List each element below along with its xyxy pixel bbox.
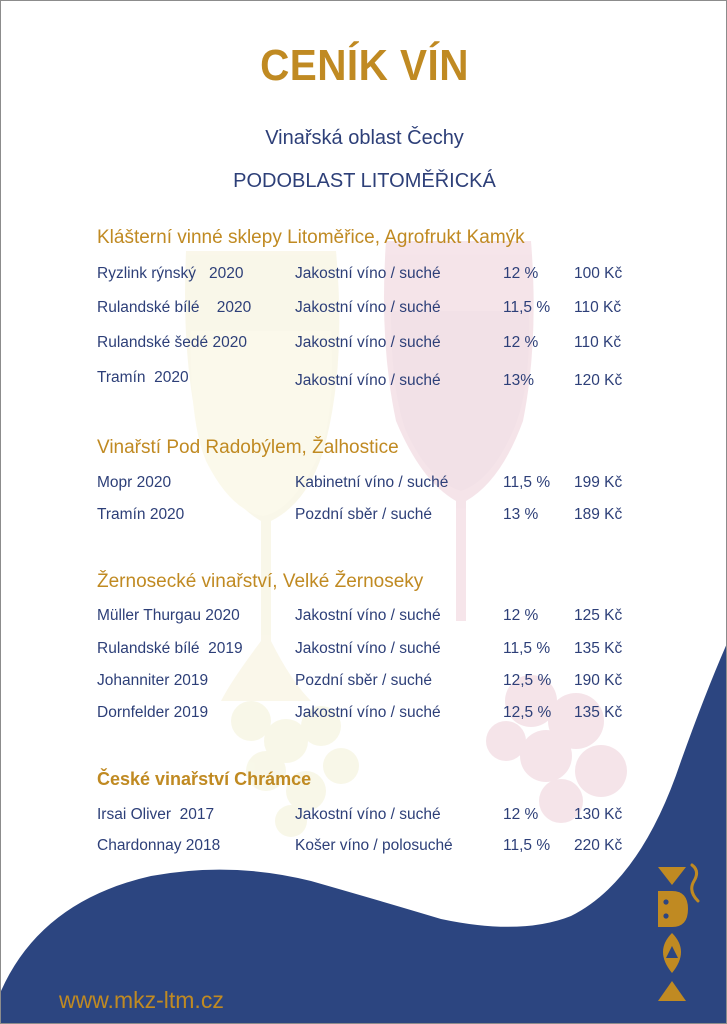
wine-name: Irsai Oliver 2017 [97,806,215,823]
wine-type: Jakostní víno / suché [295,607,441,624]
wine-price: 135 Kč [574,640,623,657]
wine-type: Pozdní sběr / suché [295,672,432,689]
wine-price: 130 Kč [574,806,623,823]
wine-price: 135 Kč [574,704,623,721]
winery-heading: České vinařství Chrámce [97,769,312,789]
wine-alcohol: 12,5 % [503,672,552,689]
mkz-logo-icon [656,861,704,1011]
wine-row [97,369,637,391]
wine-row [97,334,637,356]
wine-price: 100 Kč [574,265,623,282]
wine-name: Rulandské bílé 2019 [97,640,243,657]
wine-type: Jakostní víno / suché [295,299,441,316]
wine-name: Ryzlink rýnský 2020 [97,265,244,282]
wine-type: Jakostní víno / suché [295,640,441,657]
wine-alcohol: 12 % [503,265,539,282]
wine-type: Jakostní víno / suché [295,372,441,389]
footer-wave [1,641,727,1024]
wine-type: Jakostní víno / suché [295,265,441,282]
wine-price: 199 Kč [574,474,623,491]
wine-price: 190 Kč [574,672,623,689]
wine-price: 110 Kč [574,334,622,351]
wine-row [97,704,637,726]
wine-row [97,299,637,321]
wine-row [97,640,637,662]
wine-type: Jakostní víno / suché [295,334,441,351]
wine-name: Müller Thurgau 2020 [97,607,240,624]
wine-alcohol: 12,5 % [503,704,552,721]
wine-row [97,607,637,629]
subregion-heading: PODOBLAST LITOMĚŘICKÁ [233,170,496,192]
website-link[interactable]: www.mkz-ltm.cz [59,987,224,1013]
region-heading: Vinařská oblast Čechy [265,127,464,149]
wine-alcohol: 12 % [503,607,539,624]
wine-name: Chardonnay 2018 [97,837,221,854]
wine-alcohol: 11,5 % [503,474,551,491]
wine-name: Tramín 2020 [97,506,185,523]
wine-price: 110 Kč [574,299,622,316]
wine-name: Johanniter 2019 [97,672,209,689]
wine-row [97,672,637,694]
wine-price: 189 Kč [574,506,623,523]
wine-price: 120 Kč [574,372,623,389]
wine-row [97,265,637,287]
wine-alcohol: 13% [503,372,535,389]
wine-name: Mopr 2020 [97,474,172,491]
wine-alcohol: 11,5 % [503,299,551,316]
wine-type: Kabinetní víno / suché [295,474,449,491]
wine-price: 220 Kč [574,837,623,854]
winery-heading: Klášterní vinné sklepy Litoměřice, Agrofrukt Kamýk [97,227,525,248]
wine-row [97,837,637,859]
page-title: CENÍK VÍN [260,41,469,90]
wine-alcohol: 11,5 % [503,837,551,854]
wine-alcohol: 13 % [503,506,539,523]
wine-name: Tramín 2020 [97,369,189,386]
winery-heading: Vinařstí Pod Radobýlem, Žalhostice [97,437,399,458]
wine-name: Dornfelder 2019 [97,704,209,721]
wine-row [97,806,637,828]
wine-alcohol: 12 % [503,806,539,823]
wine-alcohol: 11,5 % [503,640,551,657]
wine-name: Rulandské bílé 2020 [97,299,252,316]
wine-type: Košer víno / polosuché [295,837,453,854]
wine-type: Pozdní sběr / suché [295,506,432,523]
winery-heading: Žernosecké vinařství, Velké Žernoseky [97,571,424,592]
wine-name: Rulandské šedé 2020 [97,334,247,351]
wine-type: Jakostní víno / suché [295,806,441,823]
wine-row [97,506,637,528]
wine-type: Jakostní víno / suché [295,704,441,721]
wine-row [97,474,637,496]
wine-alcohol: 12 % [503,334,539,351]
wine-price: 125 Kč [574,607,623,624]
